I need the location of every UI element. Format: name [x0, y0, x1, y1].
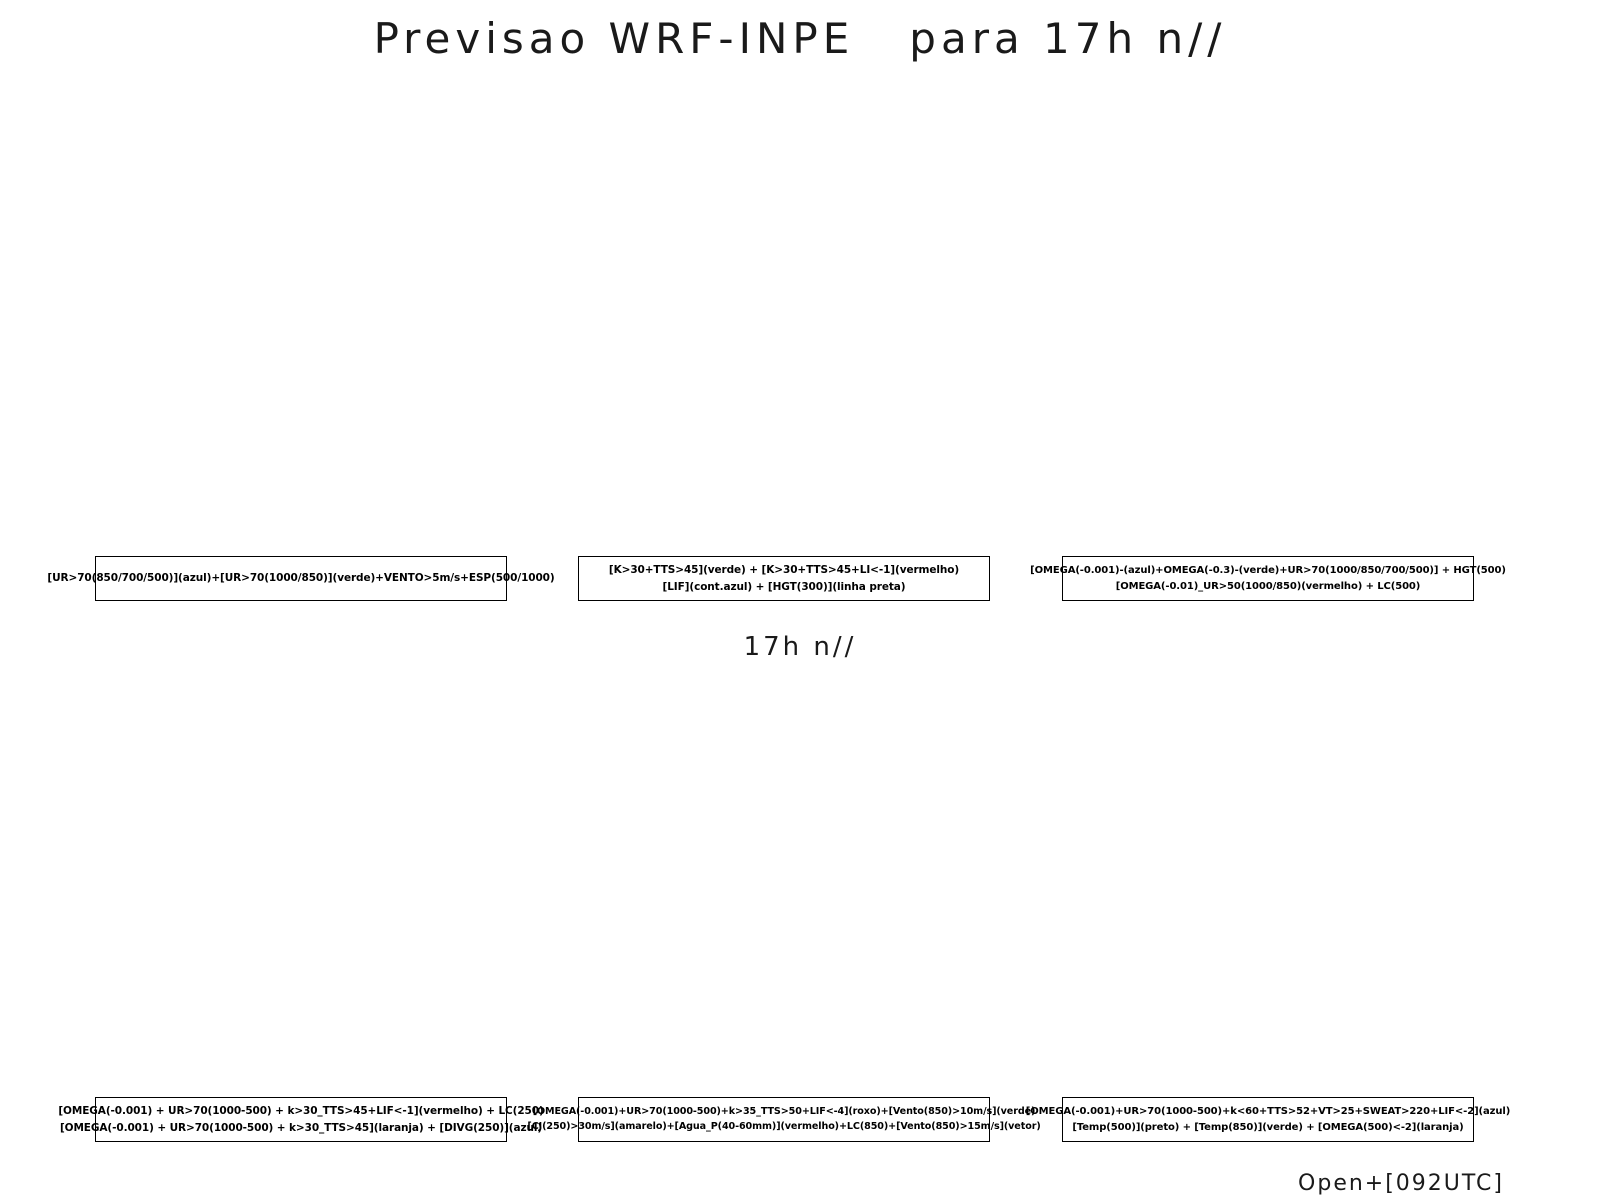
legend-line: [OMEGA(-0.001) + UR>70(1000-500) + k>30_TTS>45+LIF<-1](vermelho) + LC(250): [58, 1105, 544, 1118]
legend-box-omega-hgt: [1030, 556, 1506, 601]
legend-line: [Temp(500)](preto) + [Temp(850)](verde) + [OMEGA(500)<-2](laranja): [1072, 1121, 1464, 1133]
legend-line: [CJ(250)>30m/s](amarelo)+[Agua_P(40-60mm)](vermelho)+LC(850)+[Vento(850)>15m/s](vetor): [527, 1120, 1041, 1132]
map-panel-omega-cj-agua: [578, 672, 990, 1092]
legend-line: [LIF](cont.azul) + [HGT(300)](linha preta): [662, 580, 906, 593]
legend-box-omega-sweat-temp: [1025, 1097, 1511, 1142]
legend-box-indices-k-tts: [578, 556, 990, 601]
map-panel-omega-sweat-temp: [1062, 672, 1474, 1092]
legend-line: [OMEGA(-0.001)+UR>70(1000-500)+k>35_TTS>50+LIF<-4](roxo)+[Vento(850)>10m/s](verde): [532, 1105, 1036, 1117]
page-title: Previsao WRF-INPE para 17h n//: [373, 14, 1227, 63]
legend-line: [OMEGA(-0.001)+UR>70(1000-500)+k<60+TTS>52+VT>25+SWEAT>220+LIF<-2](azul): [1025, 1106, 1511, 1117]
footer-run-label: Open+[092UTC]: [1298, 1171, 1504, 1196]
map-panel-indices-k-tts: [578, 100, 990, 550]
legend-box-omega-ur-k-lif: [58, 1097, 544, 1142]
map-panel-omega-hgt: [1062, 100, 1474, 550]
map-panel-umidade-vento: [95, 100, 507, 550]
map-panel-omega-ur-k-lif: [95, 672, 507, 1092]
mid-caption: 17h n//: [743, 632, 857, 662]
legend-box-omega-cj-agua: [527, 1097, 1041, 1142]
legend-line: [UR>70(850/700/500)](azul)+[UR>70(1000/850)](verde)+VENTO>5m/s+ESP(500/1000): [47, 572, 555, 585]
legend-line: [OMEGA(-0.01)_UR>50(1000/850)(vermelho) + LC(500): [1115, 580, 1421, 592]
legend-box-umidade-vento: [47, 556, 555, 601]
legend-line: [OMEGA(-0.001)-(azul)+OMEGA(-0.3)-(verde)+UR>70(1000/850/700/500)] + HGT(500): [1030, 565, 1506, 576]
legend-line: [K>30+TTS>45](verde) + [K>30+TTS>45+LI<-1](vermelho): [608, 564, 960, 577]
legend-line: [OMEGA(-0.001) + UR>70(1000-500) + k>30_TTS>45](laranja) + [DIVG(250)](azul): [59, 1121, 543, 1134]
